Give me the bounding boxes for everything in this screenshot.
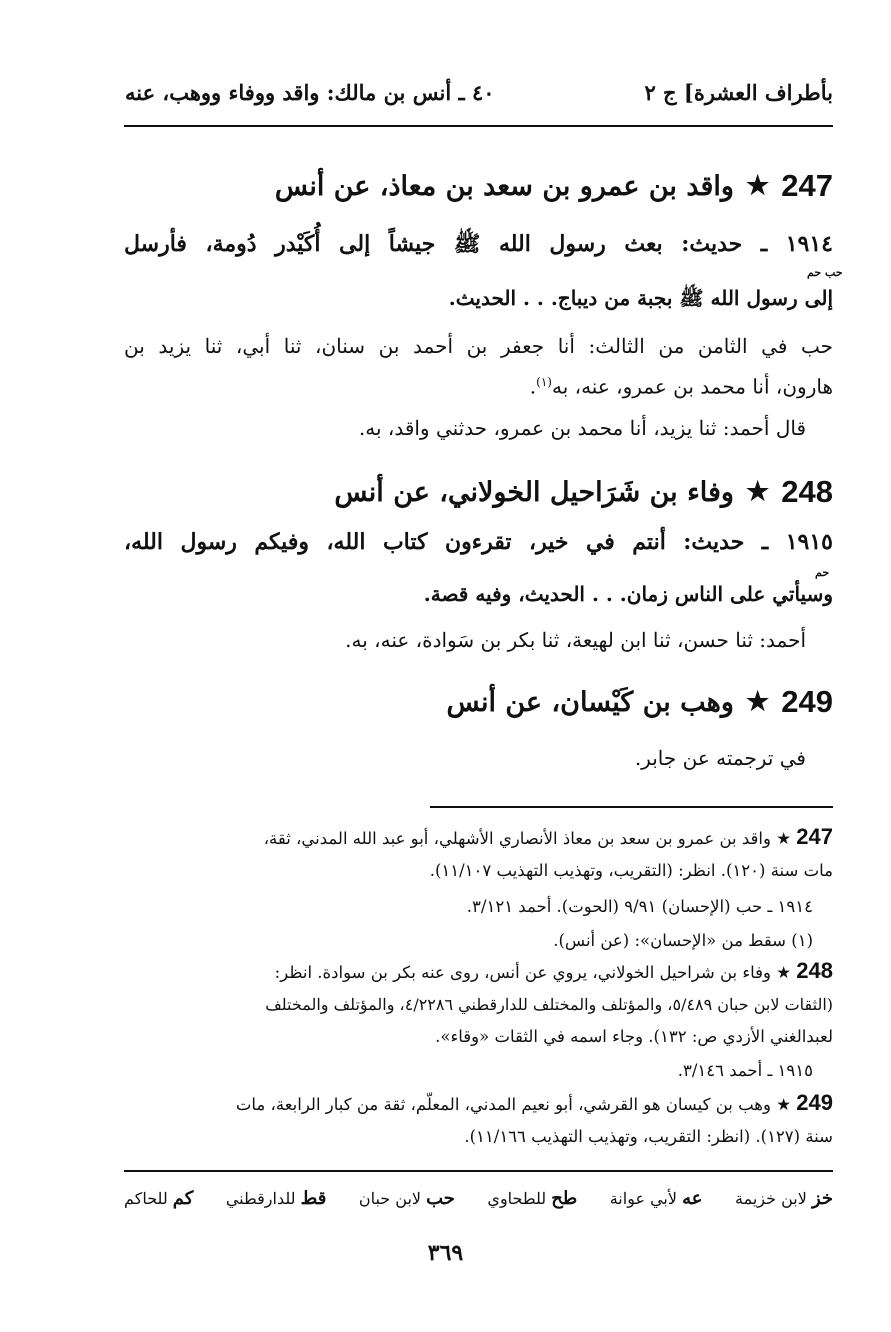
entry-heading (275, 168, 833, 204)
siglum: كم للحاكم (124, 1188, 194, 1209)
star-icon: ★ (745, 477, 770, 507)
cross-reference: في ترجمته عن جابر. (634, 746, 806, 770)
siglum: حب لابن حبان (358, 1188, 455, 1209)
entry-number: 248 (781, 474, 833, 509)
siglum: خز لابن خزيمة (735, 1188, 833, 1209)
hadith-text: ١٩١٤ ـ حديث: بعث رسول الله ﷺ جيشاً إلى أُكَيْدر دُومة، فأرسل (124, 231, 833, 257)
footnote: 247 ★ واقد بن عمرو بن سعد بن معاذ الأنصاري الأشهلي، أبو عبد الله المدني، ثقة، (263, 824, 833, 849)
entry-heading (447, 684, 833, 720)
entry-number: 247 (781, 168, 833, 203)
narrator-name: وهب بن كَيْسان، عن أنس (446, 686, 734, 718)
narrator-name: وفاء بن شَرَاحيل الخولاني، عن أنس (334, 476, 734, 508)
source-mark: حم (815, 566, 830, 579)
footnote: ١٩١٥ ـ أحمد ٣/١٤٦. (677, 1061, 813, 1080)
siglum: قط للدارقطني (225, 1188, 327, 1209)
footnote: 249 ★ وهب بن كيسان هو القرشي، أبو نعيم المدني، المعلّم، ثقة من كبار الرابعة، مات (235, 1090, 833, 1115)
footnote-marker: (١) (536, 375, 552, 389)
sigla-rule (124, 1170, 833, 1172)
header-chapter-title: ٤٠ ـ أنس بن مالك: واقد ووفاء ووهب، عنه (125, 80, 495, 105)
footnote: مات سنة (١٢٠). انظر: (التقريب، وتهذيب التهذيب ١١/١٠٧). (429, 861, 833, 880)
entry-number: 249 (781, 684, 833, 719)
footnote-rule (430, 806, 833, 808)
siglum: طح للطحاوي (487, 1188, 578, 1209)
siglum: عه لأبي عوانة (609, 1188, 703, 1209)
source-mark: حب حم (807, 266, 843, 279)
entry-heading (334, 474, 833, 510)
isnad-ahmad: قال أحمد: ثنا يزيد، أنا محمد بن عمرو، حدثني واقد، به. (358, 416, 806, 440)
footnote: 248 ★ وفاء بن شراحيل الخولاني، يروي عن أنس، روى عنه بكر بن سوادة. انظر: (274, 958, 833, 983)
page-number: ٣٦٩ (427, 1240, 464, 1266)
sigla-legend (124, 1188, 833, 1209)
star-icon: ★ (745, 687, 770, 717)
narrator-name: واقد بن عمرو بن سعد بن معاذ، عن أنس (274, 170, 734, 202)
header-book-title: بأطراف العشرة] ج ٢ (644, 80, 833, 105)
footnote: (١) سقط من «الإحسان»: (عن أنس). (553, 931, 813, 950)
header-rule (124, 125, 833, 127)
footnote: ١٩١٤ ـ حب (الإحسان) ٩/٩١ (الحوت). أحمد ٣/١٢١. (466, 897, 813, 916)
isnad-line-continued: هارون، أنا محمد بن عمرو، عنه، به$^{(١)}$. (529, 374, 833, 399)
isnad-ahmad: أحمد: ثنا حسن، ثنا ابن لهيعة، ثنا بكر بن سَوادة، عنه، به. (345, 628, 806, 652)
isnad-line: حب في الثامن من الثالث: أنا جعفر بن أحمد بن سنان، ثنا أبي، ثنا يزيد بن (124, 334, 833, 358)
hadith-text: ١٩١٥ ـ حديث: أنتم في خير، تقرءون كتاب الله، وفيكم رسول الله، (124, 529, 833, 555)
star-icon: ★ (745, 171, 770, 201)
running-header (125, 80, 833, 108)
hadith-text-continued: إلى رسول الله ﷺ بجبة من ديباج. . . الحديث. (448, 286, 833, 310)
footnote: لعبدالغني الأزدي ص: ١٣٢). وجاء اسمه في الثقات «وقاء». (435, 1027, 833, 1046)
hadith-text-continued: وسيأتي على الناس زمان. . . الحديث، وفيه قصة. (423, 582, 833, 606)
footnote: (الثقات لابن حبان ٥/٤٨٩، والمؤتلف والمختلف للدارقطني ٤/٢٢٨٦، والمؤتلف والمختلف (265, 995, 833, 1014)
footnote: سنة (١٢٧). (انظر: التقريب، وتهذيب التهذيب ١١/١٦٦). (464, 1127, 833, 1146)
